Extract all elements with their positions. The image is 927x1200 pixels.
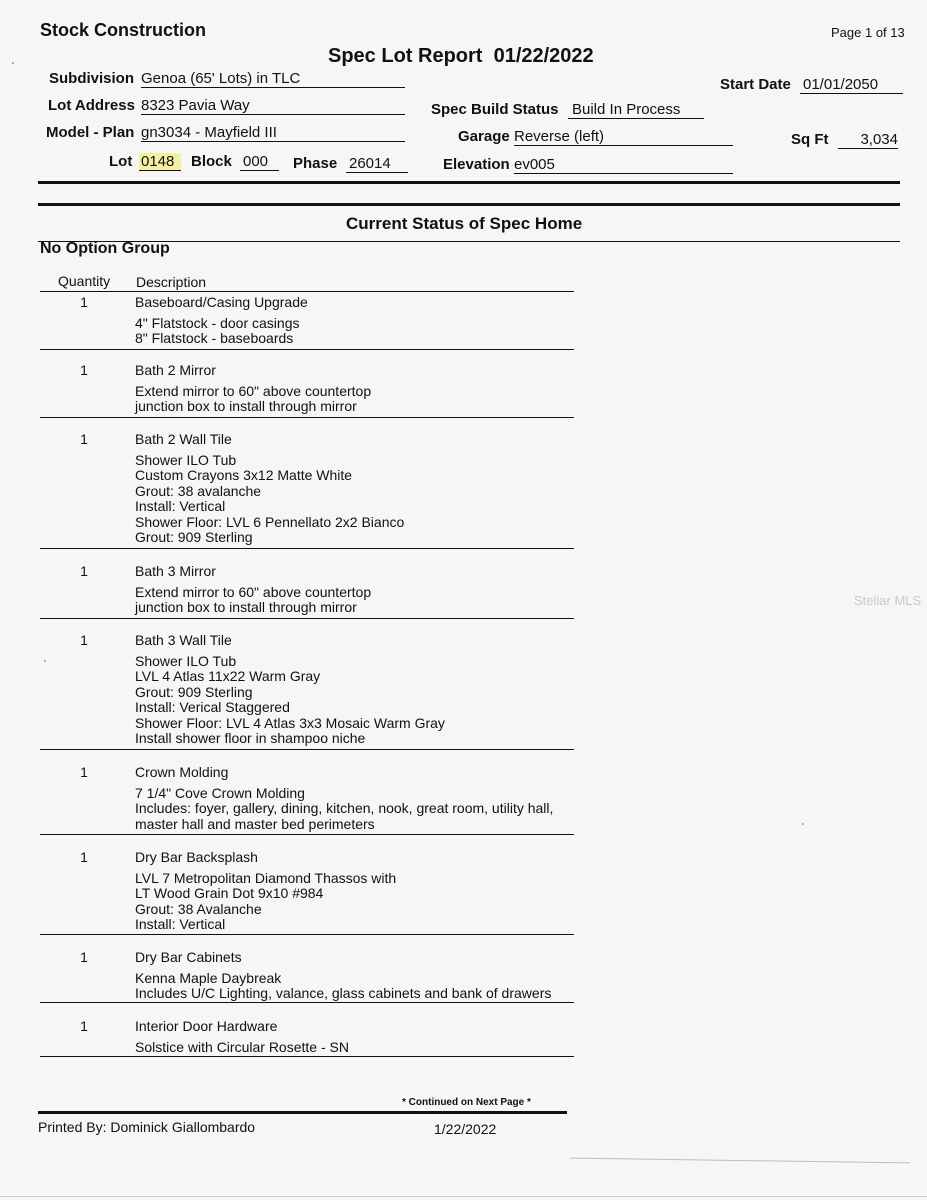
item-line: Install shower floor in shampoo niche	[135, 730, 366, 746]
block-label: Block	[191, 153, 232, 170]
item-line: Includes U/C Lighting, valance, glass cabinets and bank of drawers	[135, 985, 552, 1001]
block-value: 000	[240, 153, 279, 171]
item-title: Crown Molding	[135, 764, 229, 780]
item-quantity: 1	[80, 431, 88, 447]
scan-speck	[44, 660, 46, 662]
list-item	[40, 431, 574, 549]
item-quantity: 1	[80, 563, 88, 579]
model-plan-value: gn3034 - Mayfield III	[141, 124, 405, 142]
subdivision-label: Subdivision	[49, 70, 135, 87]
item-title: Baseboard/Casing Upgrade	[135, 294, 308, 310]
item-quantity: 1	[80, 764, 88, 780]
item-line: Shower ILO Tub	[135, 451, 237, 468]
item-description	[135, 432, 404, 546]
item-title: Interior Door Hardware	[135, 1018, 278, 1034]
scan-edge-line	[570, 1158, 910, 1164]
spec-build-status-value: Build In Process	[568, 101, 704, 119]
list-item	[40, 949, 574, 1003]
item-title: Dry Bar Cabinets	[135, 949, 242, 965]
company-name: Stock Construction	[40, 20, 207, 40]
item-line: Grout: 909 Sterling	[135, 683, 253, 700]
sqft-label: Sq Ft	[791, 131, 829, 148]
printed-by: Printed By: Dominick Giallombardo	[38, 1119, 256, 1135]
item-line: Extend mirror to 60" above countertop	[135, 382, 372, 399]
lot-address-label: Lot Address	[48, 97, 135, 114]
item-line: 7 1/4" Cove Crown Molding	[135, 784, 305, 801]
sqft-value: 3,034	[838, 131, 898, 149]
item-description	[135, 765, 553, 832]
header-rule-top	[38, 181, 900, 184]
item-line: LT Wood Grain Dot 9x10 #984	[135, 885, 324, 901]
column-description: Description	[136, 274, 207, 290]
lot-label: Lot	[109, 153, 133, 170]
continued-note: * Continued on Next Page *	[402, 1097, 531, 1108]
item-quantity: 1	[80, 1018, 88, 1034]
footer-rule	[38, 1111, 567, 1114]
scan-speck	[802, 823, 804, 825]
watermark: Stellar MLS	[854, 593, 922, 608]
item-title: Bath 3 Mirror	[135, 563, 216, 579]
item-line: Custom Crayons 3x12 Matte White	[135, 467, 353, 483]
item-line: junction box to install through mirror	[135, 599, 357, 615]
item-line: junction box to install through mirror	[135, 398, 357, 414]
item-description	[135, 950, 551, 1002]
item-line: Grout: 38 avalanche	[135, 482, 262, 499]
item-line: Grout: 909 Sterling	[135, 529, 253, 545]
item-line: Grout: 38 Avalanche	[135, 900, 262, 917]
phase-label: Phase	[293, 155, 338, 172]
start-date-label: Start Date	[720, 76, 791, 93]
item-line: Shower Floor: LVL 6 Pennellato 2x2 Bianco	[135, 513, 405, 530]
item-line: Extend mirror to 60" above countertop	[135, 583, 372, 600]
item-description	[135, 295, 308, 347]
item-description	[135, 633, 445, 747]
item-line: Kenna Maple Daybreak	[135, 969, 282, 986]
item-line: master hall and master bed perimeters	[135, 815, 375, 832]
item-line: Install: Verical Staggered	[135, 699, 290, 715]
elevation-value: ev005	[514, 156, 733, 174]
list-item	[40, 362, 574, 418]
printed-date: 1/22/2022	[434, 1121, 497, 1137]
phase-value: 26014	[346, 155, 408, 173]
section-title: Current Status of Spec Home	[346, 214, 583, 233]
column-header-rule	[40, 291, 574, 292]
item-line: Shower ILO Tub	[135, 652, 237, 669]
list-item	[40, 632, 574, 750]
item-quantity: 1	[80, 362, 88, 378]
list-item	[40, 1018, 574, 1057]
item-quantity: 1	[80, 294, 88, 310]
subdivision-value: Genoa (65' Lots) in TLC	[141, 70, 405, 88]
item-title: Bath 2 Wall Tile	[135, 431, 232, 447]
item-description	[135, 363, 371, 415]
list-item	[40, 294, 574, 350]
spec-build-status-label: Spec Build Status	[431, 101, 559, 118]
item-description	[135, 850, 396, 933]
item-line: LVL 7 Metropolitan Diamond Thassos with	[135, 869, 397, 886]
item-line: Install: Vertical	[135, 498, 226, 514]
item-title: Dry Bar Backsplash	[135, 849, 258, 865]
item-description	[135, 1019, 349, 1055]
item-line: Solstice with Circular Rosette - SN	[135, 1038, 349, 1055]
scan-bottom-line	[0, 1196, 927, 1197]
group-title: No Option Group	[40, 240, 170, 257]
item-description	[135, 564, 371, 616]
lot-address-value: 8323 Pavia Way	[141, 97, 405, 115]
header-rule-bottom	[38, 203, 900, 206]
item-quantity: 1	[80, 949, 88, 965]
model-plan-label: Model - Plan	[46, 124, 135, 141]
garage-value: Reverse (left)	[514, 128, 733, 146]
report-title: Spec Lot Report 01/22/2022	[328, 45, 594, 67]
item-line: LVL 4 Atlas 11x22 Warm Gray	[135, 668, 321, 684]
page-label: Page 1 of 13	[831, 25, 905, 40]
item-line: 4" Flatstock - door casings	[135, 314, 300, 331]
item-quantity: 1	[80, 849, 88, 865]
list-item	[40, 849, 574, 935]
item-quantity: 1	[80, 632, 88, 648]
item-title: Bath 2 Mirror	[135, 362, 216, 378]
list-item	[40, 764, 574, 835]
item-line: 8" Flatstock - baseboards	[135, 330, 294, 346]
garage-label: Garage	[458, 128, 510, 145]
item-line: Includes: foyer, gallery, dining, kitchen, nook, great room, utility hall,	[135, 800, 554, 816]
elevation-label: Elevation	[443, 156, 510, 173]
column-quantity: Quantity	[58, 273, 111, 289]
item-line: Shower Floor: LVL 4 Atlas 3x3 Mosaic Warm Gray	[135, 714, 445, 731]
start-date-value: 01/01/2050	[800, 76, 903, 94]
list-item	[40, 563, 574, 619]
lot-value: 0148	[139, 153, 181, 171]
item-line: Install: Vertical	[135, 916, 226, 932]
scan-speck	[12, 62, 14, 64]
item-title: Bath 3 Wall Tile	[135, 632, 232, 648]
